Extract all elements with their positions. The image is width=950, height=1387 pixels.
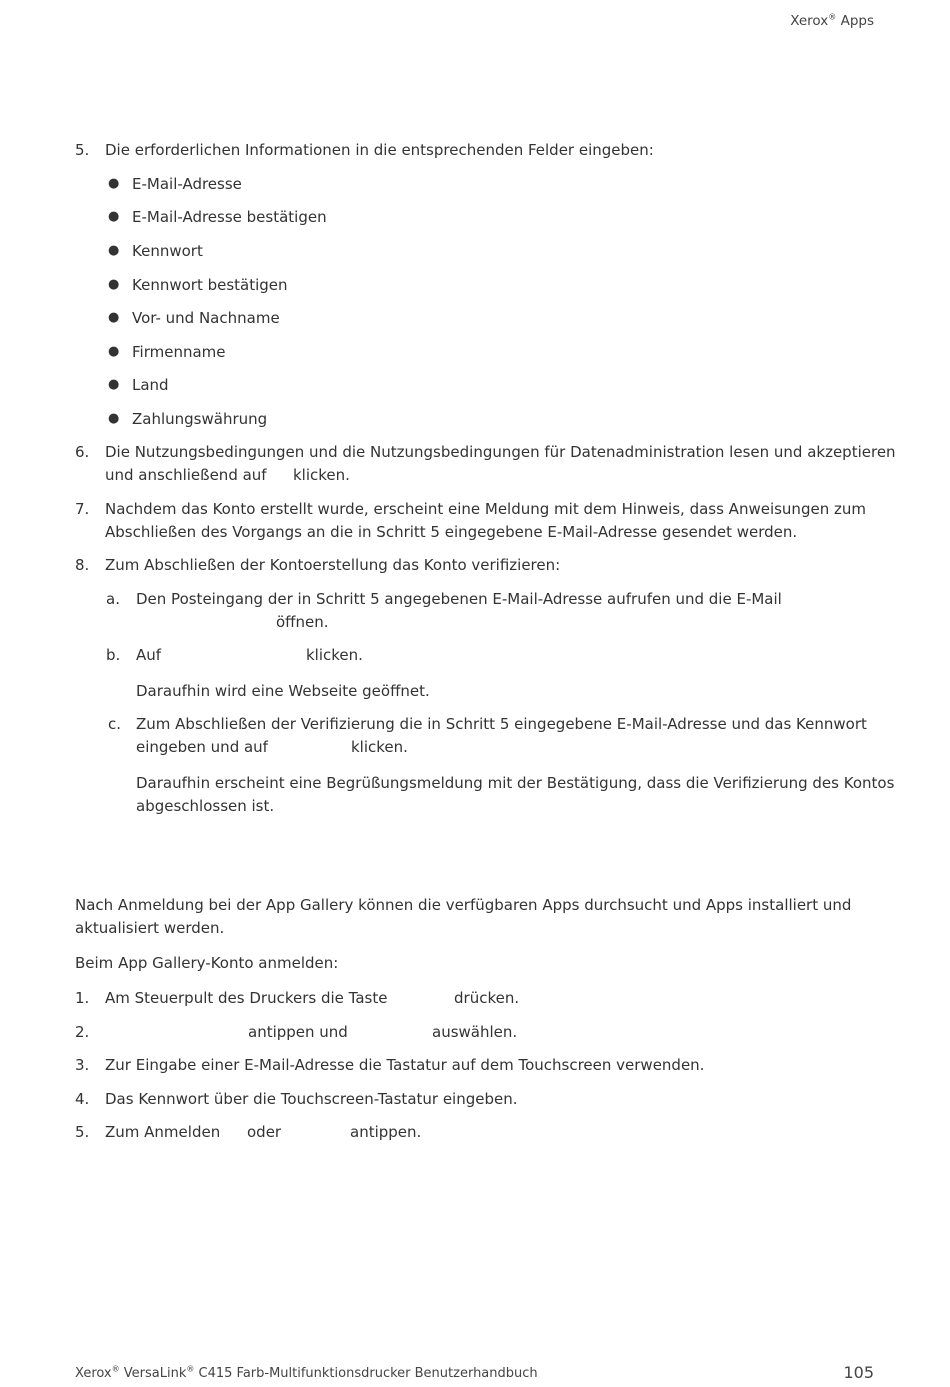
footer-brand: Xerox	[75, 1366, 112, 1381]
step-text: Zum Anmelden	[105, 1123, 221, 1141]
step-text: Abschließen des Vorgangs an die in Schritt 5 eingegebene E-Mail-Adresse gesendet werden.	[105, 523, 798, 541]
bullet-icon: ●	[108, 243, 120, 258]
step-text: antippen.	[350, 1123, 422, 1141]
substep-note: Daraufhin wird eine Webseite geöffnet.	[136, 682, 430, 700]
list-item: E-Mail-Adresse bestätigen	[132, 208, 327, 226]
step-text: und anschließend auf	[105, 466, 267, 484]
list-item: Firmenname	[132, 343, 226, 361]
step-number: 4.	[75, 1090, 90, 1108]
substep-note: Daraufhin erscheint eine Begrüßungsmeldung mit der Bestätigung, dass die Verifizierung des Kontos	[136, 774, 895, 792]
list-item: E-Mail-Adresse	[132, 175, 242, 193]
bullet-icon: ●	[108, 176, 120, 191]
substep-text: Zum Abschließen der Verifizierung die in Schritt 5 eingegebene E-Mail-Adresse und das Kennwort	[136, 715, 867, 733]
bullet-icon: ●	[108, 209, 120, 224]
step-number: 1.	[75, 989, 90, 1007]
step-text: Die erforderlichen Informationen in die entsprechenden Felder eingeben:	[105, 141, 654, 159]
step-number: 8.	[75, 556, 90, 574]
registered-mark: ®	[828, 12, 837, 22]
step-text: drücken.	[454, 989, 520, 1007]
running-header	[790, 13, 874, 29]
bullet-icon: ●	[108, 277, 120, 292]
section-paragraph: aktualisiert werden.	[75, 919, 225, 937]
substep-text: klicken.	[351, 738, 408, 756]
registered-mark: ®	[186, 1364, 195, 1374]
step-text: antippen und	[248, 1023, 348, 1041]
header-brand: Xerox	[790, 13, 829, 29]
step-text: Am Steuerpult des Druckers die Taste	[105, 989, 388, 1007]
substep-text: Den Posteingang der in Schritt 5 angegebenen E-Mail-Adresse aufrufen und die E-Mail	[136, 590, 782, 608]
step-number: 5.	[75, 141, 90, 159]
step-number: 6.	[75, 443, 90, 461]
bullet-icon: ●	[108, 310, 120, 325]
list-item: Kennwort bestätigen	[132, 276, 288, 294]
substep-text: klicken.	[306, 646, 363, 664]
substep-text: öffnen.	[276, 613, 329, 631]
section-paragraph: Nach Anmeldung bei der App Gallery können die verfügbaren Apps durchsucht und Apps installiert und	[75, 896, 852, 914]
substep-letter: c.	[108, 715, 122, 733]
registered-mark: ®	[111, 1364, 120, 1374]
substep-letter: a.	[106, 590, 120, 608]
step-number: 3.	[75, 1056, 90, 1074]
step-text: Die Nutzungsbedingungen und die Nutzungsbedingungen für Datenadministration lesen und akzeptieren	[105, 443, 896, 461]
step-text: Nachdem das Konto erstellt wurde, erscheint eine Meldung mit dem Hinweis, dass Anweisungen zum	[105, 500, 866, 518]
step-number: 2.	[75, 1023, 90, 1041]
bullet-icon: ●	[108, 377, 120, 392]
header-section: Apps	[840, 13, 874, 29]
list-item: Land	[132, 376, 169, 394]
list-item: Zahlungswährung	[132, 410, 268, 428]
substep-text: eingeben und auf	[136, 738, 268, 756]
step-number: 7.	[75, 500, 90, 518]
substep-note: abgeschlossen ist.	[136, 797, 275, 815]
list-item: Kennwort	[132, 242, 203, 260]
running-footer	[75, 1366, 538, 1381]
step-number: 5.	[75, 1123, 90, 1141]
bullet-icon: ●	[108, 411, 120, 426]
page-number: 105	[843, 1363, 874, 1382]
section-lead: Beim App Gallery-Konto anmelden:	[75, 954, 339, 972]
bullet-icon: ●	[108, 344, 120, 359]
substep-letter: b.	[106, 646, 121, 664]
step-text: klicken.	[293, 466, 350, 484]
step-text: Zur Eingabe einer E-Mail-Adresse die Tastatur auf dem Touchscreen verwenden.	[105, 1056, 705, 1074]
list-item: Vor- und Nachname	[132, 309, 280, 327]
substep-text: Auf	[136, 646, 162, 664]
step-text: auswählen.	[432, 1023, 518, 1041]
step-text: oder	[247, 1123, 282, 1141]
footer-product: VersaLink	[123, 1366, 187, 1381]
footer-title: C415 Farb-Multifunktionsdrucker Benutzerhandbuch	[198, 1366, 538, 1381]
step-text: Das Kennwort über die Touchscreen-Tastatur eingeben.	[105, 1090, 518, 1108]
step-text: Zum Abschließen der Kontoerstellung das Konto verifizieren:	[105, 556, 561, 574]
